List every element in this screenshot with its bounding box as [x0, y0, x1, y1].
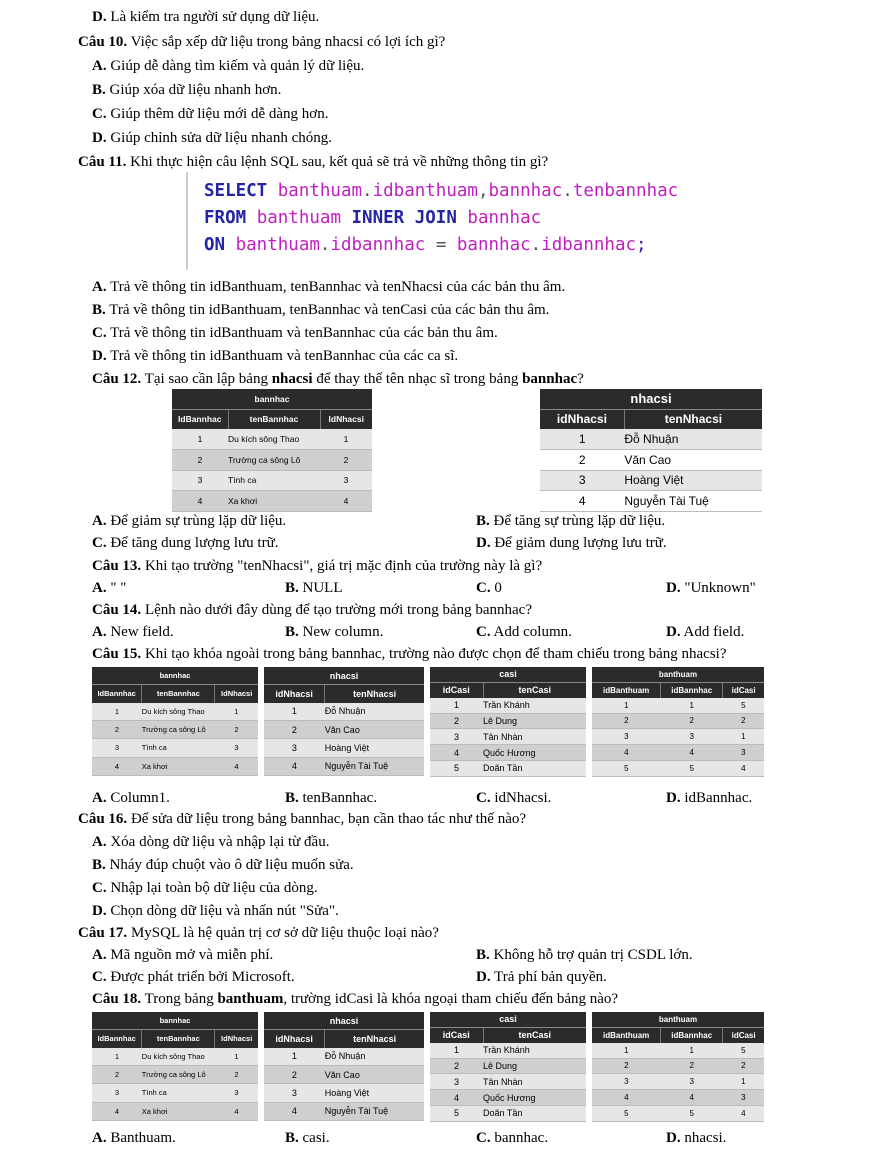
table-cell: 3 — [592, 729, 661, 745]
q13-option-c: C. 0 — [476, 580, 502, 596]
table-cell: 1 — [430, 698, 483, 713]
table-cell: Tân Nhàn — [483, 729, 586, 745]
column-header: tenBannhac — [142, 1030, 215, 1048]
q18-option-b: B. casi. — [285, 1130, 330, 1146]
table-title: bannhac — [92, 1012, 258, 1030]
column-header: tenBannhac — [228, 409, 320, 429]
column-header: idCasi — [723, 1027, 764, 1042]
table-cell: 3 — [264, 1084, 325, 1102]
table-cell: 2 — [723, 713, 764, 729]
table-cell: 2 — [723, 1058, 764, 1074]
column-header: idCasi — [723, 682, 764, 697]
column-header: idBannhac — [661, 682, 723, 697]
q11-option-c: C. Trả về thông tin idBanthuam và tenBannhac của các bản thu âm. — [92, 325, 498, 341]
table-cell: 3 — [172, 470, 228, 491]
table-cell: Lê Dung — [483, 713, 586, 729]
table-cell: Đỗ Nhuận — [325, 703, 424, 721]
q17-option-c: C. Được phát triển bởi Microsoft. — [92, 969, 295, 985]
table-row — [264, 757, 424, 775]
q16-option-c: C. Nhập lại toàn bộ dữ liệu của dòng. — [92, 880, 318, 896]
table-row — [264, 1102, 424, 1120]
table-cell: 3 — [661, 1074, 723, 1090]
table-title: casi — [430, 1012, 586, 1027]
table-cell: Quốc Hương — [483, 745, 586, 761]
q14-question: Câu 14. Lệnh nào dưới đây dùng để tạo trường mới trong bảng bannhac? — [92, 602, 532, 618]
table-row — [172, 491, 372, 512]
table-row — [264, 739, 424, 757]
table-cell: Hoàng Việt — [325, 739, 424, 757]
table-row — [592, 745, 764, 761]
table-cell: 2 — [215, 1065, 258, 1083]
table-cell: 1 — [661, 1043, 723, 1058]
table-cell: Tình ca — [228, 470, 320, 491]
table-cell: 5 — [430, 761, 483, 777]
table-row — [92, 1065, 258, 1083]
sql-line-2: FROM banthuam INNER JOIN bannhac — [204, 208, 542, 228]
column-header: idCasi — [430, 682, 483, 697]
table-row — [92, 1084, 258, 1102]
table-cell: 1 — [92, 703, 142, 721]
nhacsi-table-grid — [540, 389, 762, 512]
q15-casi-table — [430, 667, 586, 774]
table-row — [592, 713, 764, 729]
column-header: tenCasi — [483, 1027, 586, 1042]
table-cell: 3 — [540, 470, 624, 491]
table-cell: 4 — [430, 1090, 483, 1106]
column-header: idBanthuam — [592, 682, 661, 697]
table-cell: 2 — [92, 1065, 142, 1083]
q10-question: Câu 10. Việc sắp xếp dữ liệu trong bảng nhacsi có lợi ích gì? — [78, 34, 446, 50]
column-header: IdBannhac — [172, 409, 228, 429]
table-row — [172, 429, 372, 449]
table-cell: 4 — [92, 1102, 142, 1120]
table-cell: 3 — [661, 729, 723, 745]
table-row — [592, 1058, 764, 1074]
q12-nhacsi-table — [540, 389, 762, 507]
q11-option-b: B. Trả về thông tin idBanthuam, tenBannhac và tenCasi của các bản thu âm. — [92, 302, 550, 318]
table-row — [430, 1074, 586, 1090]
q14-option-c: C. Add column. — [476, 624, 572, 640]
q10-option-a: A. Giúp dễ dàng tìm kiếm và quản lý dữ liệu. — [92, 58, 365, 74]
q11-option-d: D. Trả về thông tin idBanthuam và tenBannhac của các ca sĩ. — [92, 348, 459, 364]
table-cell: 4 — [661, 745, 723, 761]
table-row — [540, 491, 762, 512]
table-row — [92, 1048, 258, 1066]
table-row — [264, 1065, 424, 1083]
q17-option-d: D. Trả phí bản quyền. — [476, 969, 607, 985]
table-cell: Du kích sông Thao — [228, 429, 320, 449]
q18-question: Câu 18. Trong bảng banthuam, trường idCasi là khóa ngoại tham chiếu đến bảng nào? — [92, 991, 619, 1007]
table-cell: Doãn Tần — [483, 761, 586, 777]
column-header: IdBannhac — [92, 685, 142, 703]
table-cell: 2 — [540, 449, 624, 470]
column-header: IdNhacsi — [215, 685, 258, 703]
banthuam-table-grid — [592, 1012, 764, 1122]
table-cell: 3 — [430, 729, 483, 745]
table-cell: 5 — [592, 761, 661, 777]
q15-banthuam-table — [592, 667, 764, 771]
q13-option-a: A. " " — [92, 580, 127, 596]
table-cell: 3 — [320, 470, 372, 491]
table-cell: 4 — [172, 491, 228, 512]
table-cell: Doãn Tần — [483, 1106, 586, 1122]
column-header: IdNhacsi — [320, 409, 372, 429]
table-title: nhacsi — [264, 667, 424, 685]
table-title: nhacsi — [264, 1012, 424, 1030]
table-cell: 5 — [661, 761, 723, 777]
table-row — [592, 761, 764, 777]
table-cell: 3 — [430, 1074, 483, 1090]
q12-option-a: A. Để giảm sự trùng lặp dữ liệu. — [92, 513, 287, 529]
table-cell: Tình ca — [142, 739, 215, 757]
sql-line-1: SELECT banthuam.idbanthuam,bannhac.tenbannhac — [204, 181, 679, 201]
table-cell: 4 — [661, 1090, 723, 1106]
table-cell: Lê Dung — [483, 1058, 586, 1074]
table-cell: 2 — [592, 1058, 661, 1074]
table-cell: 2 — [172, 449, 228, 470]
table-row — [264, 703, 424, 721]
table-cell: Trường ca sông Lô — [142, 720, 215, 738]
casi-table-grid — [430, 667, 586, 777]
table-cell: 4 — [723, 1106, 764, 1122]
table-cell: Trường ca sông Lô — [228, 449, 320, 470]
q15-option-d: D. idBannhac. — [666, 790, 753, 806]
table-cell: Nguyễn Tài Tuệ — [325, 1102, 424, 1120]
table-title: casi — [430, 667, 586, 682]
casi-table-grid — [430, 1012, 586, 1122]
table-cell: 3 — [723, 745, 764, 761]
table-cell: Nguyễn Tài Tuệ — [325, 757, 424, 775]
table-cell: 1 — [215, 703, 258, 721]
table-cell: Du kích sông Thao — [142, 1048, 215, 1066]
table-cell: Xa khơi — [228, 491, 320, 512]
table-cell: Văn Cao — [325, 720, 424, 738]
table-cell: 5 — [661, 1106, 723, 1122]
table-cell: 1 — [723, 1074, 764, 1090]
table-cell: 5 — [723, 1043, 764, 1058]
table-cell: 4 — [264, 757, 325, 775]
table-cell: 4 — [215, 1102, 258, 1120]
table-cell: 2 — [92, 720, 142, 738]
table-row — [430, 1106, 586, 1122]
table-cell: 5 — [430, 1106, 483, 1122]
table-cell: 1 — [264, 703, 325, 721]
table-row — [430, 761, 586, 777]
q18-option-c: C. bannhac. — [476, 1130, 549, 1146]
q16-option-a: A. Xóa dòng dữ liệu và nhập lại từ đầu. — [92, 834, 330, 850]
table-cell: 4 — [215, 757, 258, 775]
table-row — [540, 449, 762, 470]
table-cell: 4 — [540, 491, 624, 512]
q12-option-d: D. Để giảm dung lượng lưu trữ. — [476, 535, 667, 551]
table-cell: 1 — [592, 698, 661, 713]
q11-option-a: A. Trả về thông tin idBanthuam, tenBannhac và tenNhacsi của các bản thu âm. — [92, 279, 566, 295]
sql-code-block — [186, 172, 736, 270]
table-row — [430, 1058, 586, 1074]
column-header: idNhacsi — [264, 685, 325, 703]
q12-option-c: C. Để tăng dung lượng lưu trữ. — [92, 535, 279, 551]
table-cell: 1 — [540, 429, 624, 449]
table-cell: 2 — [592, 713, 661, 729]
table-cell: 1 — [264, 1048, 325, 1066]
q15-bannhac-table — [92, 667, 258, 771]
table-cell: 1 — [592, 1043, 661, 1058]
q13-option-b: B. NULL — [285, 580, 343, 596]
table-row — [264, 1048, 424, 1066]
column-header: tenNhacsi — [624, 409, 762, 429]
table-cell: 3 — [215, 739, 258, 757]
column-header: idNhacsi — [540, 409, 624, 429]
q18-banthuam-table — [592, 1012, 764, 1116]
bannhac-table-grid — [172, 389, 372, 512]
table-row — [172, 470, 372, 491]
table-cell: Xa khơi — [142, 1102, 215, 1120]
q10-option-b: B. Giúp xóa dữ liệu nhanh hơn. — [92, 82, 282, 98]
column-header: IdNhacsi — [215, 1030, 258, 1048]
column-header: idCasi — [430, 1027, 483, 1042]
table-cell: Trần Khánh — [483, 1043, 586, 1058]
table-row — [264, 1084, 424, 1102]
table-cell: 4 — [320, 491, 372, 512]
table-row — [592, 698, 764, 713]
table-row — [540, 429, 762, 449]
q15-option-c: C. idNhacsi. — [476, 790, 552, 806]
q14-option-b: B. New column. — [285, 624, 384, 640]
table-row — [264, 720, 424, 738]
q13-option-d: D. "Unknown" — [666, 580, 756, 596]
q9-option-d: D. Là kiểm tra người sử dụng dữ liệu. — [92, 9, 320, 25]
table-title: bannhac — [172, 389, 372, 409]
table-row — [92, 1102, 258, 1120]
table-cell: 4 — [430, 745, 483, 761]
bannhac-table-grid — [92, 1012, 258, 1121]
table-row — [592, 1043, 764, 1058]
table-row — [592, 1074, 764, 1090]
table-cell: Đỗ Nhuận — [624, 429, 762, 449]
table-cell: 2 — [264, 720, 325, 738]
table-row — [92, 703, 258, 721]
table-cell: 3 — [92, 1084, 142, 1102]
table-cell: 2 — [661, 1058, 723, 1074]
table-cell: 3 — [215, 1084, 258, 1102]
q17-question: Câu 17. MySQL là hệ quản trị cơ sở dữ liệu thuộc loại nào? — [78, 925, 439, 941]
table-cell: 3 — [592, 1074, 661, 1090]
table-row — [592, 729, 764, 745]
table-row — [592, 1106, 764, 1122]
table-row — [592, 1090, 764, 1106]
table-cell: 1 — [215, 1048, 258, 1066]
q15-option-a: A. Column1. — [92, 790, 170, 806]
table-cell: 4 — [592, 1090, 661, 1106]
table-cell: Hoàng Việt — [325, 1084, 424, 1102]
table-cell: 4 — [723, 761, 764, 777]
table-cell: 4 — [264, 1102, 325, 1120]
sql-line-3: ON banthuam.idbannhac = bannhac.idbannhac; — [204, 235, 647, 255]
table-cell: Trần Khánh — [483, 698, 586, 713]
table-cell: Du kích sông Thao — [142, 703, 215, 721]
table-cell: Hoàng Việt — [624, 470, 762, 491]
q18-option-d: D. nhacsi. — [666, 1130, 727, 1146]
table-cell: Xa khơi — [142, 757, 215, 775]
column-header: IdBannhac — [92, 1030, 142, 1048]
table-cell: 1 — [320, 429, 372, 449]
table-cell: Văn Cao — [624, 449, 762, 470]
q12-option-b: B. Để tăng sự trùng lặp dữ liệu. — [476, 513, 666, 529]
table-cell: 2 — [430, 1058, 483, 1074]
q17-option-a: A. Mã nguồn mở và miễn phí. — [92, 947, 274, 963]
nhacsi-table-grid — [264, 667, 424, 776]
table-cell: 1 — [172, 429, 228, 449]
table-title: nhacsi — [540, 389, 762, 409]
table-row — [430, 1043, 586, 1058]
table-cell: 2 — [320, 449, 372, 470]
table-cell: Nguyễn Tài Tuệ — [624, 491, 762, 512]
table-title: bannhac — [92, 667, 258, 685]
q16-option-b: B. Nháy đúp chuột vào ô dữ liệu muốn sửa. — [92, 857, 354, 873]
table-row — [430, 698, 586, 713]
table-row — [430, 1090, 586, 1106]
q14-option-d: D. Add field. — [666, 624, 745, 640]
table-cell: 3 — [92, 739, 142, 757]
table-cell: 5 — [723, 698, 764, 713]
table-cell: Trường ca sông Lô — [142, 1065, 215, 1083]
q18-bannhac-table — [92, 1012, 258, 1116]
column-header: idNhacsi — [264, 1030, 325, 1048]
q18-casi-table — [430, 1012, 586, 1119]
q17-option-b: B. Không hỗ trợ quản trị CSDL lớn. — [476, 947, 693, 963]
table-row — [430, 713, 586, 729]
table-row — [540, 470, 762, 491]
table-cell: 1 — [723, 729, 764, 745]
q14-option-a: A. New field. — [92, 624, 174, 640]
q10-option-c: C. Giúp thêm dữ liệu mới dễ dàng hơn. — [92, 106, 329, 122]
q16-question: Câu 16. Để sửa dữ liệu trong bảng bannhac, bạn cần thao tác như thế nào? — [78, 811, 527, 827]
q12-bannhac-table — [172, 389, 372, 507]
table-cell: 2 — [430, 713, 483, 729]
table-row — [430, 745, 586, 761]
table-cell: 3 — [264, 739, 325, 757]
table-cell: 1 — [430, 1043, 483, 1058]
column-header: tenCasi — [483, 682, 586, 697]
column-header: tenNhacsi — [325, 685, 424, 703]
q16-option-d: D. Chọn dòng dữ liệu và nhấn nút "Sửa". — [92, 903, 339, 919]
banthuam-table-grid — [592, 667, 764, 777]
q12-question: Câu 12. Tại sao cần lập bảng nhacsi để thay thế tên nhạc sĩ trong bảng bannhac? — [92, 371, 584, 387]
column-header: idBannhac — [661, 1027, 723, 1042]
nhacsi-table-grid — [264, 1012, 424, 1121]
bannhac-table-grid — [92, 667, 258, 776]
table-cell: 2 — [215, 720, 258, 738]
table-cell: Quốc Hương — [483, 1090, 586, 1106]
table-cell: 5 — [592, 1106, 661, 1122]
table-cell: 1 — [92, 1048, 142, 1066]
column-header: idBanthuam — [592, 1027, 661, 1042]
column-header: tenNhacsi — [325, 1030, 424, 1048]
table-row — [92, 739, 258, 757]
table-row — [92, 757, 258, 775]
q10-option-d: D. Giúp chỉnh sửa dữ liệu nhanh chóng. — [92, 130, 332, 146]
table-cell: Đỗ Nhuận — [325, 1048, 424, 1066]
table-cell: 1 — [661, 698, 723, 713]
table-cell: Tình ca — [142, 1084, 215, 1102]
q15-nhacsi-table — [264, 667, 424, 771]
table-cell: Văn Cao — [325, 1065, 424, 1083]
table-cell: 2 — [264, 1065, 325, 1083]
q18-option-a: A. Banthuam. — [92, 1130, 176, 1146]
q11-question: Câu 11. Khi thực hiện câu lệnh SQL sau, kết quả sẽ trả về những thông tin gì? — [78, 154, 549, 170]
q15-question: Câu 15. Khi tạo khóa ngoài trong bảng bannhac, trường nào được chọn để tham chiếu trong bảng nhacsi? — [92, 646, 727, 662]
q13-question: Câu 13. Khi tạo trường "tenNhacsi", giá trị mặc định của trường này là gì? — [92, 558, 543, 574]
table-row — [430, 729, 586, 745]
q15-option-b: B. tenBannhac. — [285, 790, 378, 806]
table-row — [92, 720, 258, 738]
table-cell: Tân Nhàn — [483, 1074, 586, 1090]
q18-nhacsi-table — [264, 1012, 424, 1116]
table-cell: 4 — [592, 745, 661, 761]
table-row — [172, 449, 372, 470]
table-title: banthuam — [592, 1012, 764, 1027]
table-title: banthuam — [592, 667, 764, 682]
table-cell: 3 — [723, 1090, 764, 1106]
column-header: tenBannhac — [142, 685, 215, 703]
table-cell: 2 — [661, 713, 723, 729]
table-cell: 4 — [92, 757, 142, 775]
